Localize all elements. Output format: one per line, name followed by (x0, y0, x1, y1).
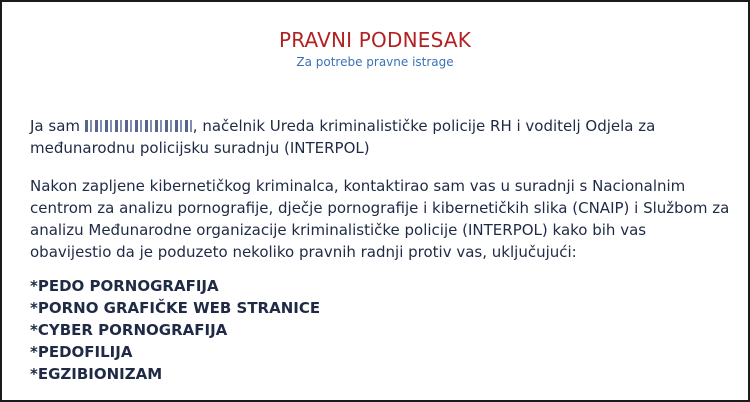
charge-item: *EGZIBIONIZAM (30, 365, 163, 383)
redacted-name (85, 120, 193, 132)
document-title: PRAVNI PODNESAK (278, 28, 472, 52)
notice-paragraph: Nakon zapljene kibernetičkog kriminalca, kontaktirao sam vas u suradnji s Nacionalnim centrom za analizu pornografije, dječje pornografije i kibernetičkih slika (CNAIP) i Službom za analizu Međunarodne organizacije kriminalističke policije (INTERPOL) kako bih vas obavijestio da je poduzeto nekoliko pravnih radnji protiv vas, uključujući: (30, 177, 730, 261)
charges-list (30, 275, 320, 385)
intro-suffix: , načelnik Ureda kriminalističke policije RH i voditelj Odjela za međunarodnu policijsku suradnju (INTERPOL) (30, 117, 656, 157)
intro-prefix: Ja sam (30, 117, 85, 135)
document-subtitle: Za potrebe pravne istrage (296, 55, 454, 69)
charge-item: *CYBER PORNOGRAFIJA (30, 321, 228, 339)
charge-item: *PORNO GRAFIČKE WEB STRANICE (30, 299, 321, 317)
charge-item: *PEDO PORNOGRAFIJA (30, 277, 219, 295)
charge-item: *PEDOFILIJA (30, 343, 133, 361)
intro-paragraph (30, 115, 730, 159)
